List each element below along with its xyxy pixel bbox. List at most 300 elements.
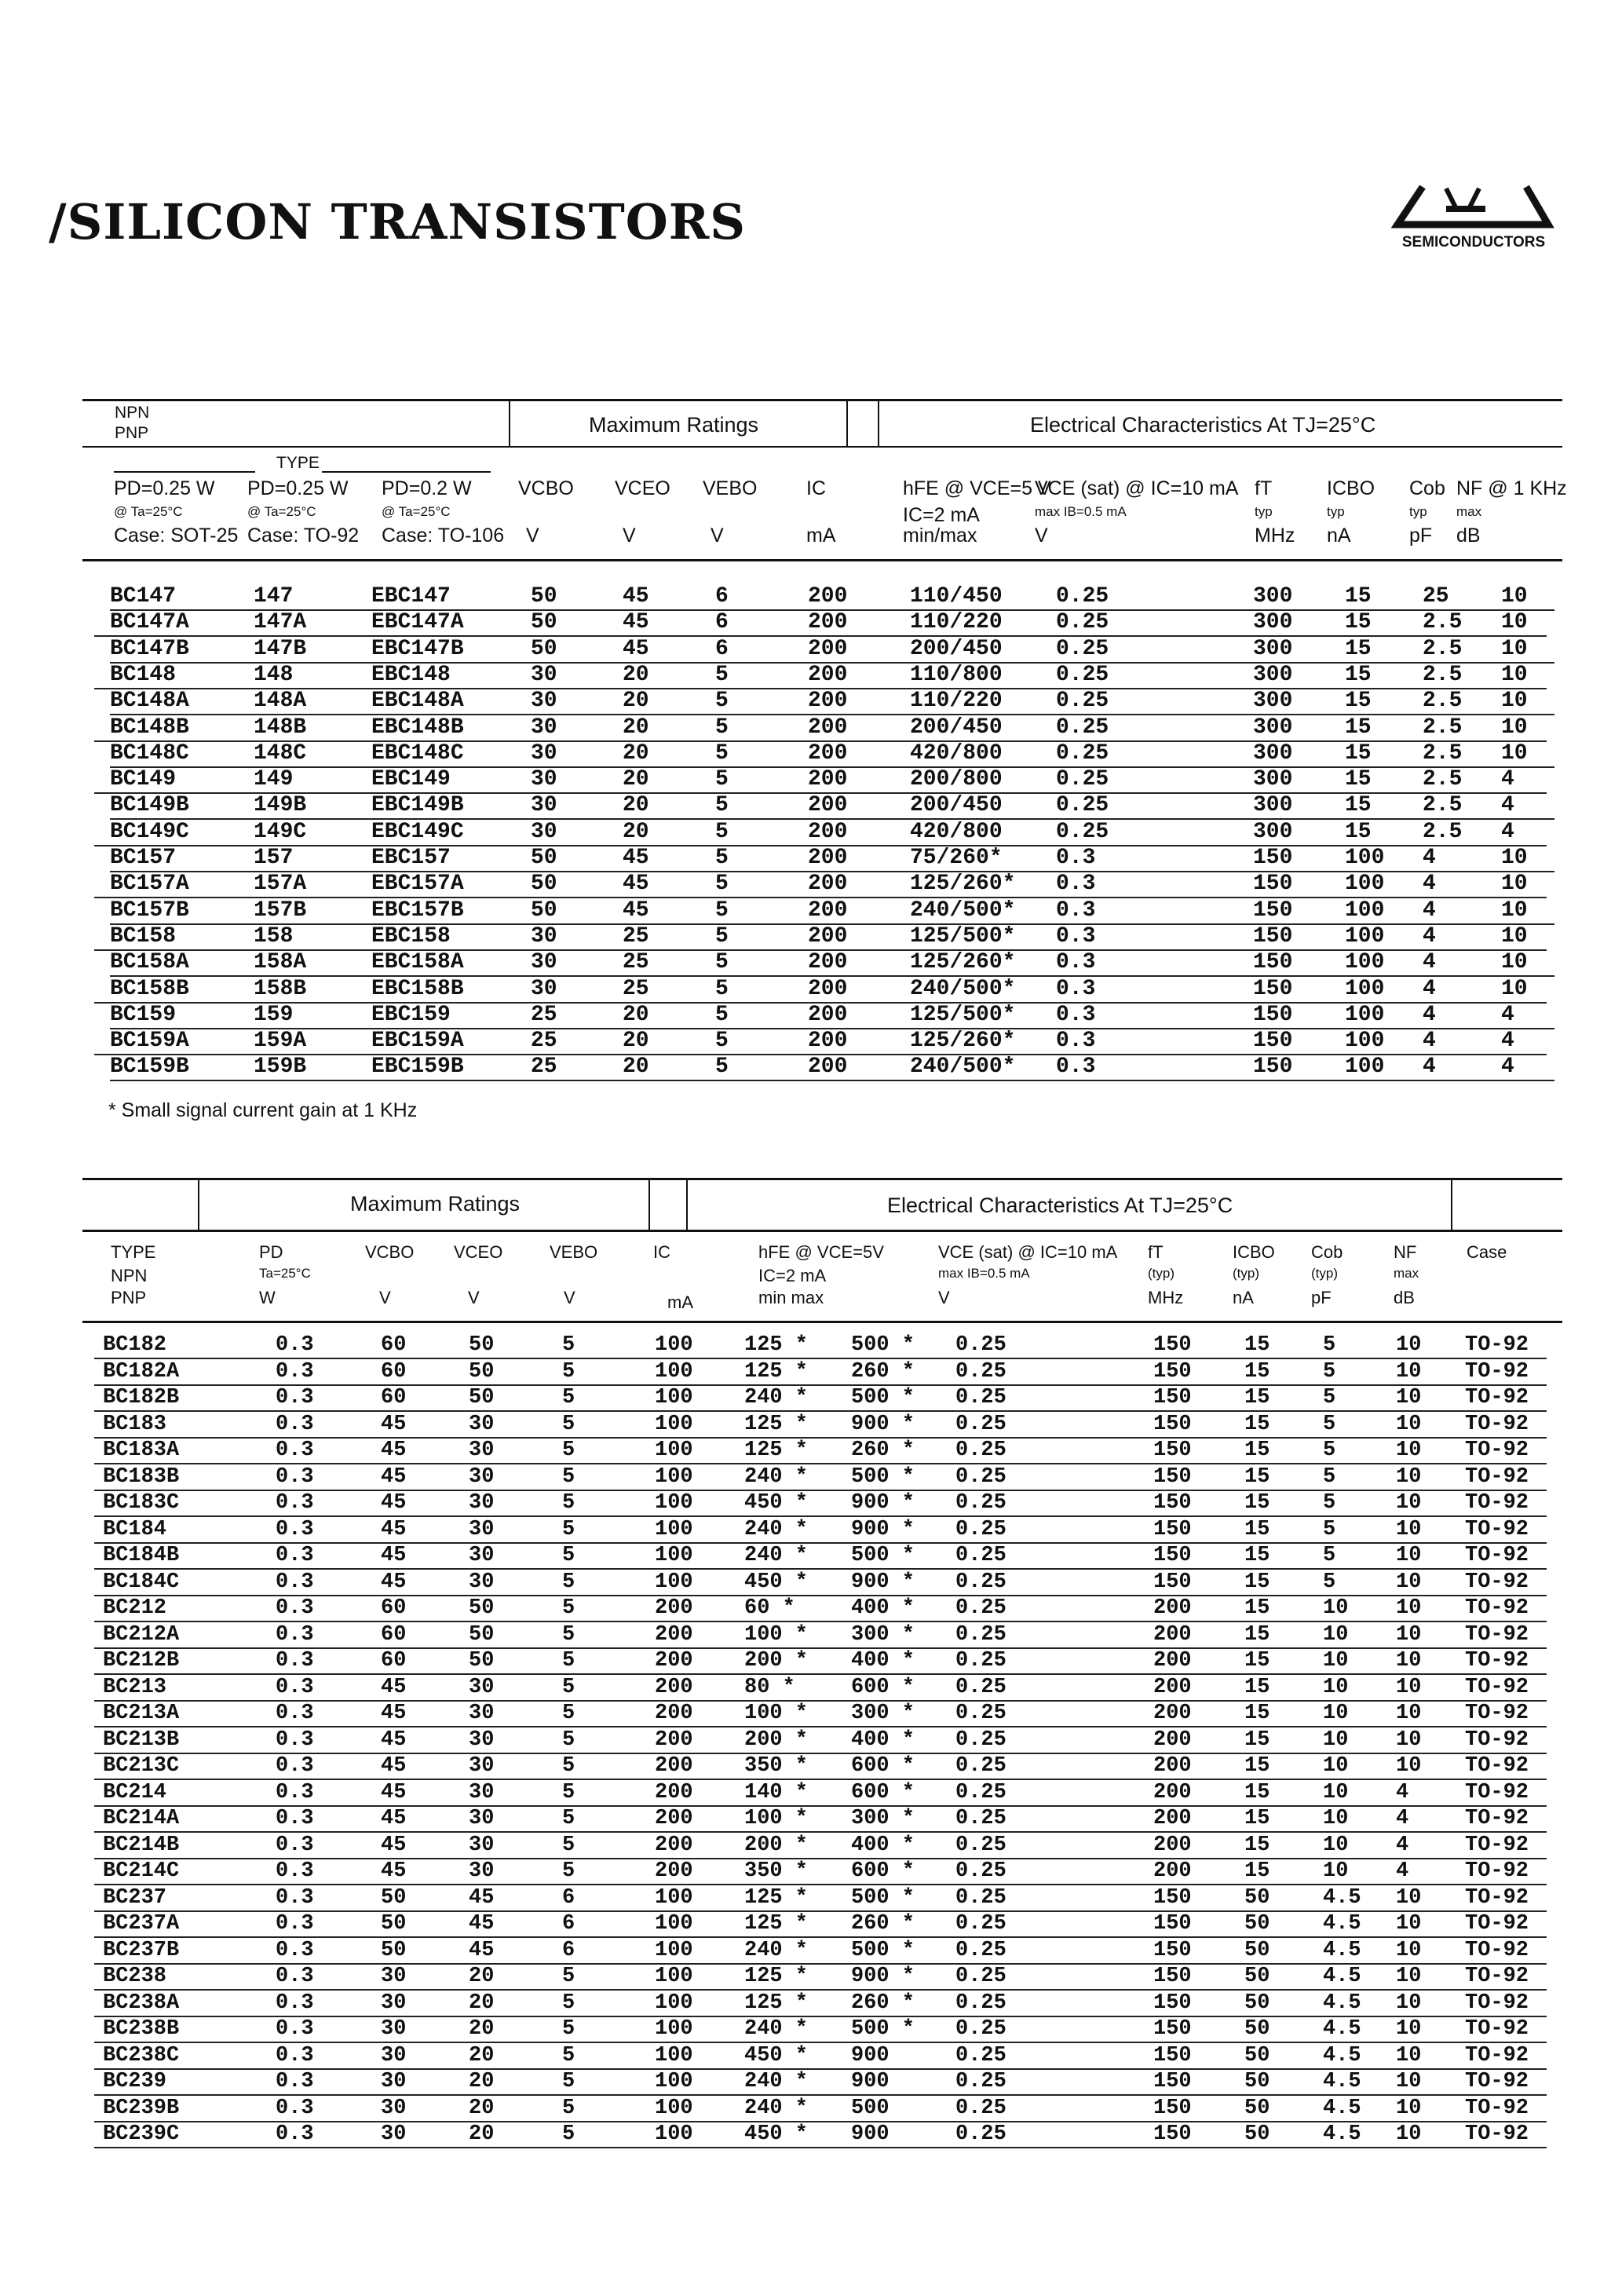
table-cell: 10 (1501, 846, 1528, 870)
table-cell: 148 (254, 662, 294, 687)
table-cell: 45 (469, 1938, 495, 1962)
table-cell: 15 (1244, 1622, 1270, 1647)
table-cell: 10 (1501, 950, 1528, 975)
table-cell: 50 (1244, 2122, 1270, 2146)
table-cell: 20 (469, 2017, 495, 2041)
table-cell: 157 (254, 846, 294, 870)
table-cell: 5 (562, 2096, 575, 2120)
table-cell: 6 (715, 610, 729, 635)
table-cell: 50 (469, 1386, 495, 1409)
table-cell: 15 (1244, 1386, 1270, 1409)
table-cell: 150 (1153, 1938, 1192, 1962)
column-header: IC=2 mA (758, 1266, 827, 1285)
table-cell: 240 * (744, 2017, 809, 2041)
table-cell: BC238 (103, 1965, 167, 1988)
npn-label: NPN (115, 404, 150, 422)
column-header: NPN (111, 1266, 148, 1285)
table-cell: 50 (469, 1333, 495, 1357)
table-cell: 4 (1501, 793, 1514, 818)
table-cell: 100 (1345, 923, 1385, 949)
table-cell: 6 (715, 636, 729, 661)
table-cell: 10 (1396, 1938, 1422, 1962)
table-cell: 100 (1345, 1055, 1385, 1080)
table-cell: 30 (469, 1570, 495, 1594)
table-cell: BC158B (110, 976, 189, 1001)
table-cell: 15 (1345, 636, 1372, 661)
table-cell: TO-92 (1465, 1359, 1529, 1384)
table-cell: 50 (531, 584, 557, 609)
table-cell: 5 (1323, 1517, 1336, 1541)
table-cell: BC147B (110, 636, 189, 661)
table-cell: BC149C (110, 819, 189, 844)
table-cell: 45 (381, 1833, 407, 1857)
table-cell: EBC157B (371, 898, 464, 923)
table-cell: 15 (1345, 584, 1372, 609)
table-cell: BC157 (110, 846, 177, 870)
table-cell: 200 (1153, 1754, 1192, 1778)
table-cell: 20 (623, 793, 649, 818)
table-cell: 0.25 (955, 1675, 1006, 1699)
table-cell: 0.3 (1056, 923, 1096, 949)
table-cell: 5 (715, 1029, 729, 1054)
table-cell: 4.5 (1323, 1912, 1361, 1936)
table-cell: 4 (1396, 1807, 1409, 1830)
table-cell: 4 (1423, 950, 1436, 975)
table-cell: BC147 (110, 584, 177, 609)
table-cell: TO-92 (1465, 1965, 1529, 1988)
table-cell: 4 (1423, 1055, 1436, 1080)
table-cell: 200 (808, 1055, 848, 1080)
table-cell: 5 (562, 2043, 575, 2067)
table-cell: 0.3 (276, 2122, 314, 2146)
table-cell: 0.25 (955, 1333, 1006, 1357)
table-cell: 0.3 (276, 1885, 314, 1910)
table-cell: 110/450 (910, 584, 1003, 609)
table-cell: 10 (1501, 636, 1528, 661)
table-cell: 150 (1253, 950, 1293, 975)
table-cell: TO-92 (1465, 1517, 1529, 1541)
table-cell: BC183 (103, 1412, 167, 1436)
table-cell: 45 (469, 1912, 495, 1936)
table-cell: 60 * (744, 1596, 795, 1620)
table-cell: 5 (562, 1991, 575, 2015)
table-cell: 600 * (851, 1780, 915, 1804)
table-cell: 100 (1345, 950, 1385, 975)
table-cell: 50 (531, 636, 557, 661)
table-cell: 600 * (851, 1859, 915, 1883)
table-cell: EBC158A (371, 950, 464, 975)
table-cell: 200 (1153, 1833, 1192, 1857)
table-cell: 100 (655, 1991, 693, 2015)
table-cell: 150 (1153, 1439, 1192, 1462)
column-header: PD (259, 1242, 283, 1262)
table-cell: 157B (254, 898, 307, 923)
table-cell: 0.3 (276, 1833, 314, 1857)
table-cell: 100 (655, 1464, 693, 1489)
table-cell: 60 (381, 1596, 407, 1620)
table-cell: 0.3 (276, 1464, 314, 1489)
table-cell: 100 (655, 1333, 693, 1357)
table-cell: 200 (655, 1622, 693, 1647)
table-cell: 6 (715, 584, 729, 609)
table-cell: 5 (562, 2122, 575, 2146)
table-cell: 157A (254, 872, 307, 897)
table-cell: 0.25 (955, 1517, 1006, 1541)
table-cell: 10 (1396, 2122, 1422, 2146)
table-cell: EBC148A (371, 689, 464, 714)
table-cell: 10 (1396, 1359, 1422, 1384)
table-cell: 10 (1396, 2096, 1422, 2120)
table-cell: 200 (655, 1702, 693, 1725)
table-cell: 10 (1323, 1754, 1349, 1778)
table-cell: 5 (1323, 1333, 1336, 1357)
table-cell: 148C (254, 740, 307, 766)
table-cell: BC182A (103, 1359, 180, 1384)
table-cell: 5 (562, 1702, 575, 1725)
table-cell: 200 (1153, 1675, 1192, 1699)
table-cell: 400 * (851, 1649, 915, 1673)
table-cell: TO-92 (1465, 1780, 1529, 1804)
table-cell: 15 (1244, 1833, 1270, 1857)
table-cell: BC184C (103, 1570, 180, 1594)
pnp-label: PNP (115, 424, 149, 442)
table-cell: 125 * (744, 1885, 809, 1910)
electrical-characteristics-header: Electrical Characteristics At TJ=25°C (887, 1194, 1233, 1217)
table-cell: 30 (469, 1780, 495, 1804)
table-cell: 100 (655, 1517, 693, 1541)
table-cell: 50 (381, 1912, 407, 1936)
table-cell: 300 (1253, 793, 1293, 818)
table-cell: 30 (469, 1702, 495, 1725)
table-cell: 10 (1396, 1885, 1422, 1910)
table-cell: TO-92 (1465, 1754, 1529, 1778)
table-cell: 100 * (744, 1702, 809, 1725)
table-cell: 0.3 (276, 1412, 314, 1436)
table-cell: 60 (381, 1333, 407, 1357)
table-cell: EBC158B (371, 976, 464, 1001)
column-header: W (259, 1288, 276, 1307)
table-cell: 500 * (851, 1544, 915, 1567)
table-cell: 100 (655, 2096, 693, 2120)
table-cell: 0.25 (955, 2017, 1006, 2041)
table-cell: 30 (469, 1491, 495, 1515)
table-cell: 0.3 (276, 1965, 314, 1988)
table-cell: 149B (254, 793, 307, 818)
table-cell: 20 (623, 689, 649, 714)
column-header: hFE @ VCE=5V (758, 1242, 884, 1262)
table-cell: TO-92 (1465, 1833, 1529, 1857)
table-cell: 300 (1253, 767, 1293, 792)
table-cell: 0.3 (276, 1859, 314, 1883)
table-cell: 100 (655, 1570, 693, 1594)
table-cell: 50 (531, 610, 557, 635)
table-cell: 30 (469, 1807, 495, 1830)
table-cell: BC147A (110, 610, 189, 635)
table-cell: 20 (623, 1055, 649, 1080)
table-cell: 30 (531, 976, 557, 1001)
table-cell: 200 * (744, 1833, 809, 1857)
table-cell: EBC158 (371, 923, 451, 949)
table-cell: 500 (851, 2096, 890, 2120)
table-cell: BC148A (110, 689, 189, 714)
table-cell: 10 (1396, 1596, 1422, 1620)
table-cell: 260 * (851, 1439, 915, 1462)
table-cell: 50 (381, 1938, 407, 1962)
table-cell: TO-92 (1465, 1386, 1529, 1409)
table-cell: BC148B (110, 715, 189, 740)
table-cell: 4.5 (1323, 2017, 1361, 2041)
table-cell: 45 (381, 1439, 407, 1462)
table-cell: 0.3 (1056, 898, 1096, 923)
table-cell: 0.25 (955, 1622, 1006, 1647)
table-cell: 45 (623, 898, 649, 923)
table-cell: 60 (381, 1649, 407, 1673)
table-cell: 5 (562, 1491, 575, 1515)
table-cell: 200 (655, 1859, 693, 1883)
table-cell: TO-92 (1465, 2096, 1529, 2120)
table-cell: 200 (1153, 1780, 1192, 1804)
table-cell: 4 (1423, 898, 1436, 923)
table-cell: TO-92 (1465, 1675, 1529, 1699)
table-cell: 0.3 (276, 2070, 314, 2093)
table-cell: 0.25 (955, 1912, 1006, 1936)
table-cell: 5 (715, 819, 729, 844)
table-cell: 10 (1501, 610, 1528, 635)
table-cell: 30 (531, 950, 557, 975)
table-cell: 15 (1244, 1675, 1270, 1699)
table-cell: 45 (623, 584, 649, 609)
table-cell: 300 (1253, 715, 1293, 740)
table-cell: 10 (1323, 1833, 1349, 1857)
company-logo (1391, 185, 1556, 256)
table-cell: 200 (655, 1780, 693, 1804)
column-header: Case: SOT-25 (114, 525, 239, 547)
table-cell: 400 * (851, 1833, 915, 1857)
column-header: typ (1327, 504, 1345, 519)
table-cell: 0.3 (276, 1675, 314, 1699)
table-cell: 15 (1244, 1464, 1270, 1489)
column-header: (typ) (1311, 1266, 1338, 1281)
table-cell: BC238B (103, 2017, 180, 2041)
table-cell: 140 * (744, 1780, 809, 1804)
type-label: TYPE (276, 454, 320, 472)
table-cell: EBC149C (371, 819, 464, 844)
table-cell: 5 (562, 1965, 575, 1988)
table-cell: BC159A (110, 1029, 189, 1054)
column-header: @ Ta=25°C (382, 504, 451, 519)
table-cell: 0.25 (955, 1991, 1006, 2015)
table-cell: EBC147 (371, 584, 451, 609)
table-cell: 5 (715, 1002, 729, 1027)
table-cell: 15 (1345, 715, 1372, 740)
column-header: mA (667, 1292, 693, 1312)
table-cell: 150 (1153, 1491, 1192, 1515)
table-cell: 30 (531, 923, 557, 949)
table-cell: 0.25 (1056, 740, 1109, 766)
table-cell: 5 (715, 662, 729, 687)
table-cell: 4 (1501, 819, 1514, 844)
table-cell: 30 (469, 1833, 495, 1857)
table-cell: 100 (655, 2122, 693, 2146)
column-header: typ (1255, 504, 1273, 519)
table-cell: BC214B (103, 1833, 180, 1857)
table-cell: BC158 (110, 923, 177, 949)
table-cell: 150 (1153, 2070, 1192, 2093)
column-header: Case (1467, 1242, 1507, 1262)
table-cell: 10 (1501, 872, 1528, 897)
table-cell: 5 (562, 1727, 575, 1752)
table-cell: 15 (1244, 1727, 1270, 1752)
table-cell: 5 (562, 1359, 575, 1384)
table-cell: 148A (254, 689, 307, 714)
table-cell: 5 (562, 1859, 575, 1883)
table-cell: TO-92 (1465, 2070, 1529, 2093)
table-cell: 100 (1345, 1002, 1385, 1027)
table-cell: 5 (1323, 1412, 1336, 1436)
table-cell: 30 (469, 1517, 495, 1541)
column-header: PD=0.25 W (247, 477, 349, 499)
table-cell: 4.5 (1323, 2096, 1361, 2120)
column-header: @ Ta=25°C (114, 504, 183, 519)
table-cell: 150 (1253, 923, 1293, 949)
table-cell: 200 (808, 793, 848, 818)
table-cell: 200 (1153, 1649, 1192, 1673)
table-cell: 125/260* (910, 950, 1016, 975)
table-cell: 5 (562, 1807, 575, 1830)
table-cell: 5 (562, 1596, 575, 1620)
table-cell: 450 * (744, 1491, 809, 1515)
table-cell: 150 (1153, 1412, 1192, 1436)
column-header: Case: TO-106 (382, 525, 505, 547)
table-cell: 0.25 (1056, 767, 1109, 792)
table-cell: 5 (562, 1780, 575, 1804)
table-cell: 0.25 (955, 1885, 1006, 1910)
table-cell: 147A (254, 610, 307, 635)
table-cell: 25 (1423, 584, 1449, 609)
table-cell: 30 (531, 740, 557, 766)
table-cell: BC237A (103, 1912, 180, 1936)
table-cell: 150 (1153, 1359, 1192, 1384)
table-cell: 100 (655, 1439, 693, 1462)
table-cell: 0.25 (955, 1439, 1006, 1462)
table-cell: BC148 (110, 662, 177, 687)
table-cell: BC183A (103, 1439, 180, 1462)
column-header: max IB=0.5 mA (938, 1266, 1030, 1281)
table-cell: 5 (715, 1055, 729, 1080)
table-cell: 30 (381, 2096, 407, 2120)
table-cell: 300 (1253, 636, 1293, 661)
table-cell: TO-92 (1465, 1702, 1529, 1725)
table-cell: 125/260* (910, 872, 1016, 897)
column-header: PD=0.2 W (382, 477, 472, 499)
table-cell: 75/260* (910, 846, 1003, 870)
table-cell: 45 (381, 1464, 407, 1489)
table-cell: 4 (1396, 1859, 1409, 1883)
table-cell: BC213B (103, 1727, 180, 1752)
table-cell: 30 (469, 1464, 495, 1489)
column-header: NF (1394, 1242, 1417, 1262)
table-cell: 500 * (851, 1386, 915, 1409)
table-cell: 0.25 (955, 1596, 1006, 1620)
table-cell: 0.25 (955, 1938, 1006, 1962)
table-cell: 30 (469, 1412, 495, 1436)
table-cell: 100 (655, 2017, 693, 2041)
table-cell: 300 (1253, 740, 1293, 766)
table-cell: 0.25 (955, 1965, 1006, 1988)
table-cell: 20 (623, 715, 649, 740)
table-cell: 240 * (744, 1464, 809, 1489)
table-cell: 158A (254, 950, 307, 975)
table-cell: TO-92 (1465, 2017, 1529, 2041)
table-cell: 50 (1244, 2017, 1270, 2041)
table-cell: 4.5 (1323, 1991, 1361, 2015)
column-header: nA (1233, 1288, 1254, 1307)
table-cell: 30 (531, 715, 557, 740)
table-cell: 5 (715, 950, 729, 975)
table-cell: 25 (531, 1055, 557, 1080)
table-cell: 900 (851, 2043, 890, 2067)
column-header: V (711, 525, 724, 547)
max-ratings-header: Maximum Ratings (589, 413, 759, 437)
table-cell: 25 (531, 1002, 557, 1027)
table-cell: 125 * (744, 1359, 809, 1384)
table-cell: EBC157A (371, 872, 464, 897)
table-cell: 125 * (744, 1412, 809, 1436)
column-header: mA (806, 525, 836, 547)
table-cell: 10 (1323, 1780, 1349, 1804)
table-cell: 10 (1501, 976, 1528, 1001)
table-cell: 10 (1323, 1702, 1349, 1725)
table-cell: 0.3 (276, 1359, 314, 1384)
column-header: typ (1409, 504, 1427, 519)
table-cell: 30 (469, 1727, 495, 1752)
table-cell: 0.3 (276, 1807, 314, 1830)
table-cell: 20 (623, 1002, 649, 1027)
table-cell: 45 (381, 1570, 407, 1594)
table-cell: 25 (623, 976, 649, 1001)
table-cell: 10 (1501, 715, 1528, 740)
row-divider (94, 2147, 1547, 2148)
table-cell: 148B (254, 715, 307, 740)
table-cell: 110/220 (910, 689, 1003, 714)
table-cell: 0.25 (955, 1491, 1006, 1515)
table-cell: 150 (1153, 2122, 1192, 2146)
table-cell: 150 (1253, 1055, 1293, 1080)
table-cell: 30 (469, 1675, 495, 1699)
table-cell: 15 (1244, 1544, 1270, 1567)
table-cell: 100 (655, 1544, 693, 1567)
table-cell: 147 (254, 584, 294, 609)
footnote: * Small signal current gain at 1 KHz (108, 1099, 418, 1121)
table-cell: BC148C (110, 740, 189, 766)
table-cell: BC183B (103, 1464, 180, 1489)
table-cell: 900 * (851, 1491, 915, 1515)
table-cell: 150 (1153, 1464, 1192, 1489)
table-cell: 200 (655, 1807, 693, 1830)
table-cell: 5 (562, 1386, 575, 1409)
table-cell: 10 (1396, 1491, 1422, 1515)
table-cell: 10 (1396, 1675, 1422, 1699)
column-header: max IB=0.5 mA (1035, 504, 1127, 519)
table-cell: 0.25 (1056, 689, 1109, 714)
table-cell: 0.25 (955, 1702, 1006, 1725)
table-cell: 500 * (851, 1333, 915, 1357)
table-cell: 420/800 (910, 819, 1003, 844)
table-cell: 260 * (851, 1359, 915, 1384)
table-cell: 0.25 (1056, 715, 1109, 740)
table-cell: 4 (1423, 1002, 1436, 1027)
table-cell: 150 (1253, 872, 1293, 897)
